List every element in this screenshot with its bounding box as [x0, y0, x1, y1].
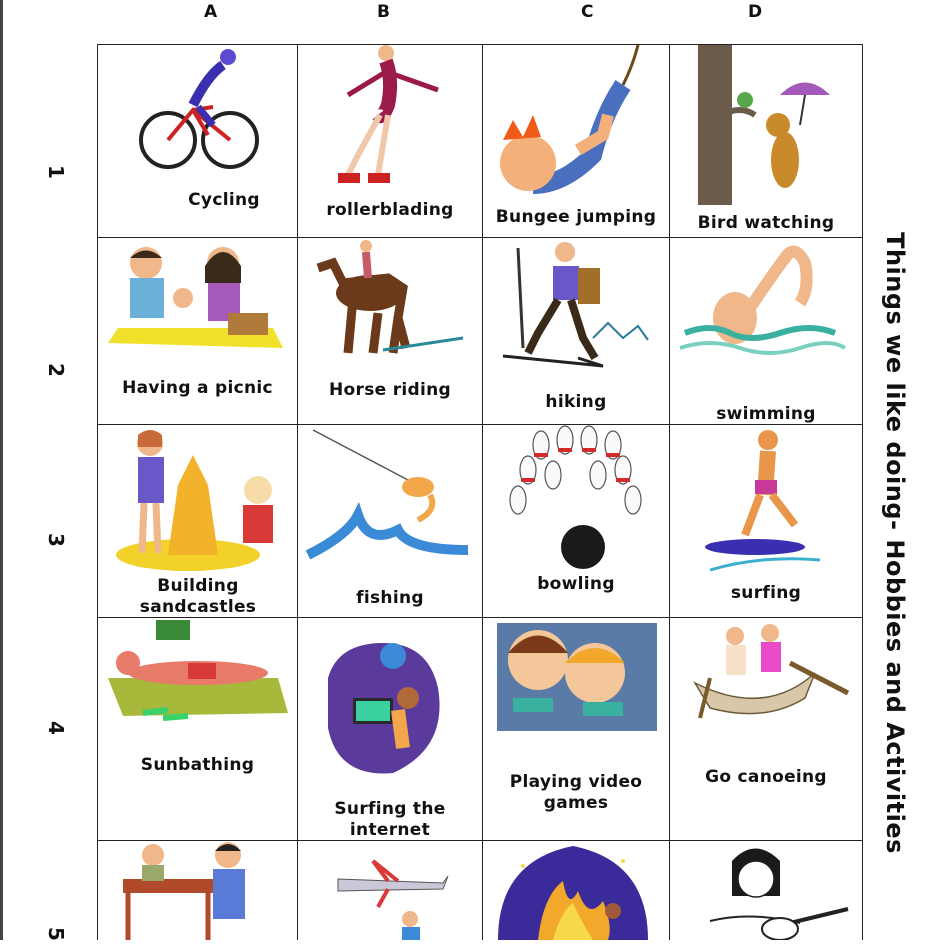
cell-label: Go canoeing: [705, 767, 827, 787]
guitar-player-icon: [670, 841, 862, 940]
cell-label: surfing: [730, 583, 802, 603]
row-header-5: 5: [44, 927, 68, 941]
cell-c1: [483, 45, 669, 237]
row-header-3: 3: [44, 533, 68, 547]
cell-c4: [483, 618, 669, 840]
campfire-icon: [483, 841, 669, 940]
cell-d1: [670, 45, 862, 237]
cell-label: Bungee jumping: [495, 207, 657, 227]
cell-d3: [670, 425, 862, 617]
column-header-b: B: [377, 2, 390, 22]
row-header-2: 2: [44, 363, 68, 377]
cell-d2: [670, 238, 862, 424]
cell-a2: [98, 238, 297, 424]
cell-label: Building sandcastles: [139, 576, 257, 617]
cell-label: Surfing the internet: [334, 799, 446, 840]
cell-label: swimming: [716, 404, 816, 424]
cell-label: Sunbathing: [140, 755, 255, 775]
cell-d5: [670, 841, 862, 940]
cell-label: fishing: [356, 588, 424, 608]
cell-c5: [483, 841, 669, 940]
sunbather-icon: [98, 618, 297, 840]
canoe-icon: [670, 618, 862, 840]
cell-label: Playing video games: [509, 772, 643, 813]
cell-label: Horse riding: [329, 380, 451, 400]
cell-a3: [98, 425, 297, 617]
cell-label: rollerblading: [326, 200, 454, 220]
airplane-icon: [298, 841, 482, 940]
column-header-a: A: [204, 2, 218, 22]
column-header-c: C: [581, 2, 594, 22]
cell-d4: [670, 618, 862, 840]
swimmer-icon: [670, 238, 862, 424]
cell-b5: [298, 841, 482, 940]
bird-and-tree-icon: [670, 45, 862, 237]
cell-b2: [298, 238, 482, 424]
cell-label: hiking: [545, 392, 607, 412]
cell-b1: [298, 45, 482, 237]
cell-a1: [98, 45, 297, 237]
grid-line: [862, 44, 863, 940]
cell-label: Bird watching: [697, 213, 835, 233]
column-header-d: D: [748, 2, 763, 22]
cell-a4: [98, 618, 297, 840]
page-edge: [0, 0, 3, 940]
page-title: Things we like doing- Hobbies and Activities: [881, 232, 909, 854]
cell-c3: [483, 425, 669, 617]
cell-a5: [98, 841, 297, 940]
cell-label: bowling: [537, 574, 615, 594]
cell-b3: [298, 425, 482, 617]
row-header-4: 4: [44, 721, 68, 735]
cell-label: Having a picnic: [122, 378, 273, 398]
cell-label: Cycling: [188, 190, 260, 210]
row-header-1: 1: [44, 165, 68, 179]
chess-players-icon: [98, 841, 297, 940]
cell-c2: [483, 238, 669, 424]
cell-b4: [298, 618, 482, 840]
